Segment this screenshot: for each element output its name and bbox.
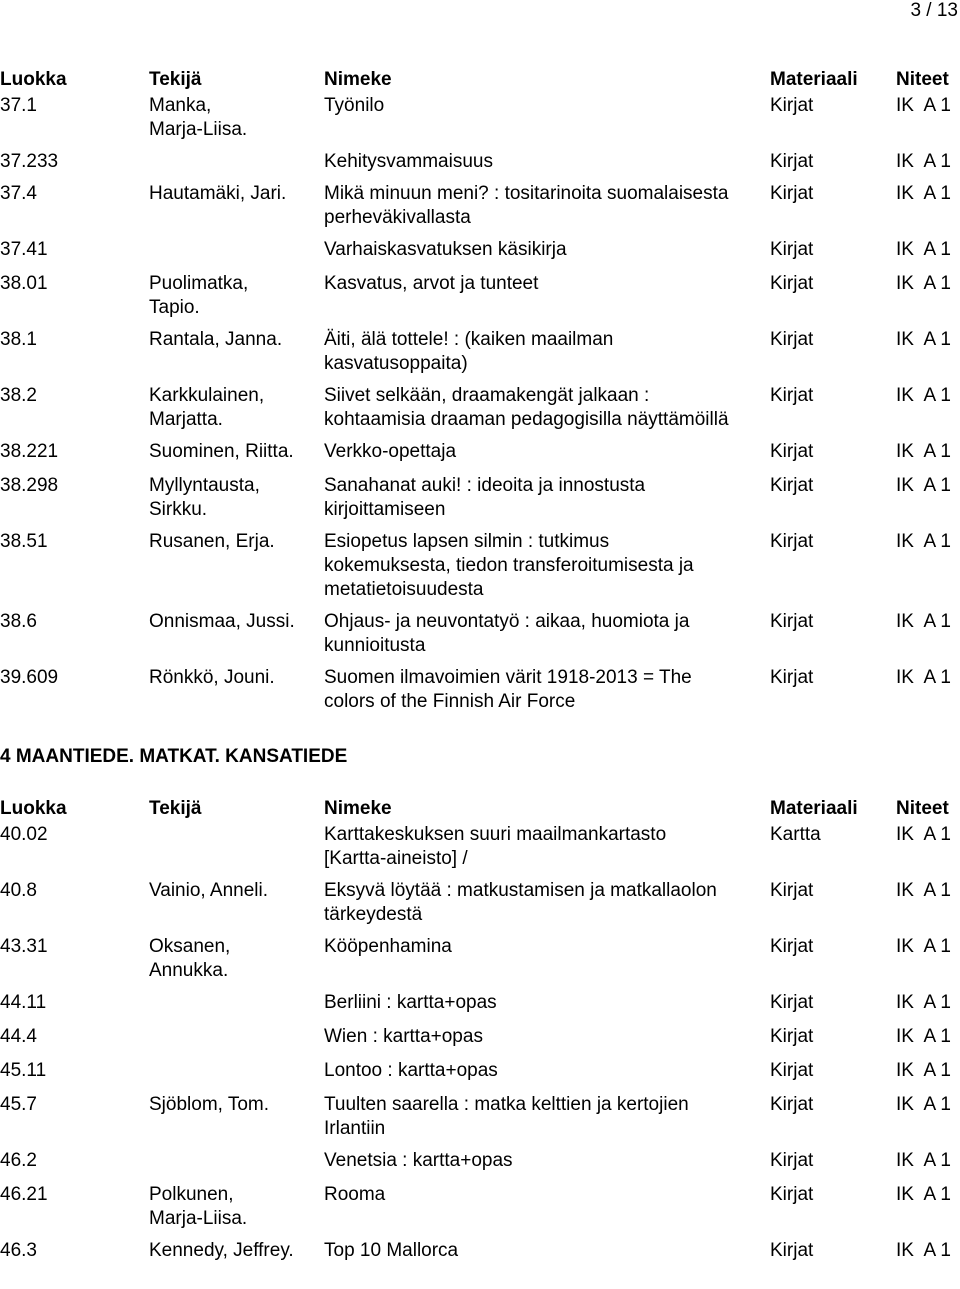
cell-niteet: IK A 1	[896, 531, 951, 552]
nimeke-line: colors of the Finnish Air Force	[324, 691, 576, 712]
cell-nimeke	[324, 150, 493, 174]
nimeke-line: kasvatusoppaita)	[324, 353, 468, 374]
cell-luokka: 38.1	[0, 329, 37, 350]
cell-luokka: 37.4	[0, 183, 37, 204]
nimeke-line: tärkeydestä	[324, 904, 423, 925]
nimeke-line: Top 10 Mallorca	[324, 1240, 459, 1261]
cell-niteet: IK A 1	[896, 667, 951, 688]
nimeke-line: Rooma	[324, 1184, 386, 1205]
cell-materiaali: Kirjat	[770, 992, 814, 1013]
nimeke-line: Mikä minuun meni? : tositarinoita suomalaisesta	[324, 183, 729, 204]
cell-niteet: IK A 1	[896, 1240, 951, 1261]
nimeke-line: Esiopetus lapsen silmin : tutkimus	[324, 531, 610, 552]
nimeke-line: kohtaamisia draaman pedagogisilla näyttämöillä	[324, 409, 729, 430]
cell-niteet: IK A 1	[896, 1060, 951, 1081]
cell-nimeke	[324, 328, 613, 376]
col-tekija: Tekijä	[149, 798, 202, 819]
cell-niteet: IK A 1	[896, 183, 951, 204]
nimeke-line: Tuulten saarella : matka kelttien ja kertojien	[324, 1094, 689, 1115]
nimeke-line: Suomen ilmavoimien värit 1918-2013 = The	[324, 667, 692, 688]
nimeke-line: Verkko-opettaja	[324, 441, 457, 462]
cell-tekija	[149, 474, 260, 522]
tekija-line: Tapio.	[149, 297, 200, 318]
cell-tekija	[149, 530, 275, 554]
cell-nimeke	[324, 384, 729, 432]
cell-materiaali: Kirjat	[770, 239, 814, 260]
cell-materiaali: Kartta	[770, 824, 821, 845]
cell-nimeke	[324, 1183, 385, 1207]
nimeke-line: Eksyvä löytää : matkustamisen ja matkallaolon	[324, 880, 717, 901]
nimeke-line: Berliini : kartta+opas	[324, 992, 497, 1013]
cell-materiaali: Kirjat	[770, 936, 814, 957]
nimeke-line: [Kartta-aineisto] /	[324, 848, 468, 869]
cell-niteet: IK A 1	[896, 329, 951, 350]
cell-materiaali: Kirjat	[770, 1150, 814, 1171]
tekija-line: Kennedy, Jeffrey.	[149, 1240, 294, 1261]
nimeke-line: kokemuksesta, tiedon transferoitumisesta ja	[324, 555, 694, 576]
cell-materiaali: Kirjat	[770, 1026, 814, 1047]
cell-nimeke	[324, 272, 538, 296]
nimeke-line: Irlantiin	[324, 1118, 386, 1139]
cell-luokka: 40.8	[0, 880, 37, 901]
cell-niteet: IK A 1	[896, 992, 951, 1013]
table-header	[0, 68, 960, 94]
tekija-line: Onnismaa, Jussi.	[149, 611, 295, 632]
col-tekija: Tekijä	[149, 69, 202, 90]
cell-materiaali: Kirjat	[770, 151, 814, 172]
cell-niteet: IK A 1	[896, 1184, 951, 1205]
cell-nimeke	[324, 474, 645, 522]
cell-nimeke	[324, 94, 384, 118]
cell-nimeke	[324, 666, 692, 714]
cell-luokka: 38.51	[0, 531, 48, 552]
cell-luokka: 43.31	[0, 936, 48, 957]
cell-luokka: 46.21	[0, 1184, 48, 1205]
cell-nimeke	[324, 530, 694, 602]
cell-niteet: IK A 1	[896, 880, 951, 901]
cell-tekija	[149, 1183, 247, 1231]
col-nimeke: Nimeke	[324, 798, 392, 819]
tekija-line: Vainio, Anneli.	[149, 880, 269, 901]
cell-nimeke	[324, 238, 567, 262]
cell-nimeke	[324, 1239, 458, 1263]
cell-niteet: IK A 1	[896, 151, 951, 172]
nimeke-line: Ohjaus- ja neuvontatyö : aikaa, huomiota ja	[324, 611, 690, 632]
cell-materiaali: Kirjat	[770, 273, 814, 294]
nimeke-line: kirjoittamiseen	[324, 499, 446, 520]
cell-tekija	[149, 879, 268, 903]
cell-niteet: IK A 1	[896, 441, 951, 462]
cell-niteet: IK A 1	[896, 1094, 951, 1115]
nimeke-line: Sanahanat auki! : ideoita ja innostusta	[324, 475, 646, 496]
cell-luokka: 46.3	[0, 1240, 37, 1261]
cell-nimeke	[324, 823, 666, 871]
cell-luokka: 40.02	[0, 824, 48, 845]
col-luokka: Luokka	[0, 69, 67, 90]
cell-nimeke	[324, 879, 717, 927]
cell-luokka: 39.609	[0, 667, 59, 688]
cell-materiaali: Kirjat	[770, 880, 814, 901]
cell-materiaali: Kirjat	[770, 1240, 814, 1261]
tekija-line: Marjatta.	[149, 409, 223, 430]
cell-materiaali: Kirjat	[770, 531, 814, 552]
cell-nimeke	[324, 610, 689, 658]
table-header	[0, 797, 960, 823]
cell-niteet: IK A 1	[896, 611, 951, 632]
nimeke-line: Työnilo	[324, 95, 385, 116]
nimeke-line: Kasvatus, arvot ja tunteet	[324, 273, 539, 294]
cell-nimeke	[324, 1149, 513, 1173]
cell-luokka: 45.7	[0, 1094, 37, 1115]
tekija-line: Puolimatka,	[149, 273, 249, 294]
col-nimeke: Nimeke	[324, 69, 392, 90]
tekija-line: Polkunen,	[149, 1184, 234, 1205]
cell-niteet: IK A 1	[896, 475, 951, 496]
cell-materiaali: Kirjat	[770, 385, 814, 406]
cell-materiaali: Kirjat	[770, 183, 814, 204]
nimeke-line: metatietoisuudesta	[324, 579, 484, 600]
col-niteet: Niteet	[896, 798, 949, 819]
col-luokka: Luokka	[0, 798, 67, 819]
cell-niteet: IK A 1	[896, 385, 951, 406]
cell-tekija	[149, 182, 286, 206]
col-materiaali: Materiaali	[770, 798, 858, 819]
tekija-line: Rönkkö, Jouni.	[149, 667, 275, 688]
cell-materiaali: Kirjat	[770, 1184, 814, 1205]
tekija-line: Marja-Liisa.	[149, 1208, 248, 1229]
cell-nimeke	[324, 1025, 483, 1049]
cell-materiaali: Kirjat	[770, 611, 814, 632]
tekija-line: Hautamäki, Jari.	[149, 183, 287, 204]
cell-materiaali: Kirjat	[770, 1060, 814, 1081]
cell-luokka: 45.11	[0, 1060, 47, 1081]
cell-materiaali: Kirjat	[770, 1094, 814, 1115]
nimeke-line: Varhaiskasvatuksen käsikirja	[324, 239, 567, 260]
cell-tekija	[149, 666, 275, 690]
cell-luokka: 37.233	[0, 151, 59, 172]
cell-luokka: 38.6	[0, 611, 37, 632]
cell-luokka: 38.221	[0, 441, 59, 462]
nimeke-line: Kehitysvammaisuus	[324, 151, 493, 172]
nimeke-line: Venetsia : kartta+opas	[324, 1150, 513, 1171]
tekija-line: Rantala, Janna.	[149, 329, 283, 350]
cell-luokka: 44.11	[0, 992, 47, 1013]
cell-tekija	[149, 1093, 269, 1117]
cell-niteet: IK A 1	[896, 95, 951, 116]
cell-tekija	[149, 610, 295, 634]
cell-tekija	[149, 384, 264, 432]
nimeke-line: Wien : kartta+opas	[324, 1026, 483, 1047]
cell-luokka: 38.01	[0, 273, 48, 294]
cell-luokka: 38.2	[0, 385, 37, 406]
cell-luokka: 37.41	[0, 239, 48, 260]
cell-materiaali: Kirjat	[770, 475, 814, 496]
cell-materiaali: Kirjat	[770, 95, 814, 116]
nimeke-line: kunnioitusta	[324, 635, 426, 656]
col-niteet: Niteet	[896, 69, 949, 90]
page-number: 3 / 13	[910, 0, 958, 21]
cell-nimeke	[324, 182, 728, 230]
cell-nimeke	[324, 1093, 689, 1141]
cell-tekija	[149, 1239, 294, 1263]
col-materiaali: Materiaali	[770, 69, 858, 90]
cell-niteet: IK A 1	[896, 273, 951, 294]
tekija-line: Manka,	[149, 95, 212, 116]
tekija-line: Karkkulainen,	[149, 385, 265, 406]
tekija-line: Sjöblom, Tom.	[149, 1094, 270, 1115]
nimeke-line: Äiti, älä tottele! : (kaiken maailman	[324, 329, 614, 350]
cell-nimeke	[324, 935, 452, 959]
tekija-line: Oksanen,	[149, 936, 231, 957]
tekija-line: Sirkku.	[149, 499, 208, 520]
cell-niteet: IK A 1	[896, 239, 951, 260]
cell-materiaali: Kirjat	[770, 441, 814, 462]
cell-materiaali: Kirjat	[770, 667, 814, 688]
cell-niteet: IK A 1	[896, 1150, 951, 1171]
cell-luokka: 46.2	[0, 1150, 37, 1171]
tekija-line: Marja-Liisa.	[149, 119, 248, 140]
nimeke-line: Kööpenhamina	[324, 936, 452, 957]
nimeke-line: Siivet selkään, draamakengät jalkaan :	[324, 385, 650, 406]
cell-luokka: 38.298	[0, 475, 59, 496]
nimeke-line: perheväkivallasta	[324, 207, 471, 228]
cell-nimeke	[324, 440, 456, 464]
cell-niteet: IK A 1	[896, 936, 951, 957]
cell-tekija	[149, 272, 248, 320]
table-2	[0, 797, 960, 1261]
tekija-line: Suominen, Riitta.	[149, 441, 294, 462]
cell-tekija	[149, 328, 282, 352]
cell-materiaali: Kirjat	[770, 329, 814, 350]
cell-luokka: 44.4	[0, 1026, 37, 1047]
cell-nimeke	[324, 1059, 498, 1083]
tekija-line: Rusanen, Erja.	[149, 531, 275, 552]
tekija-line: Myllyntausta,	[149, 475, 260, 496]
table-1	[0, 68, 960, 712]
nimeke-line: Lontoo : kartta+opas	[324, 1060, 498, 1081]
cell-tekija	[149, 935, 230, 983]
nimeke-line: Karttakeskuksen suuri maailmankartasto	[324, 824, 667, 845]
cell-luokka: 37.1	[0, 95, 37, 116]
section-heading: 4 MAANTIEDE. MATKAT. KANSATIEDE	[0, 746, 348, 767]
cell-niteet: IK A 1	[896, 1026, 951, 1047]
tekija-line: Annukka.	[149, 960, 229, 981]
cell-tekija	[149, 440, 294, 464]
cell-niteet: IK A 1	[896, 824, 951, 845]
cell-nimeke	[324, 991, 497, 1015]
cell-tekija	[149, 94, 247, 142]
